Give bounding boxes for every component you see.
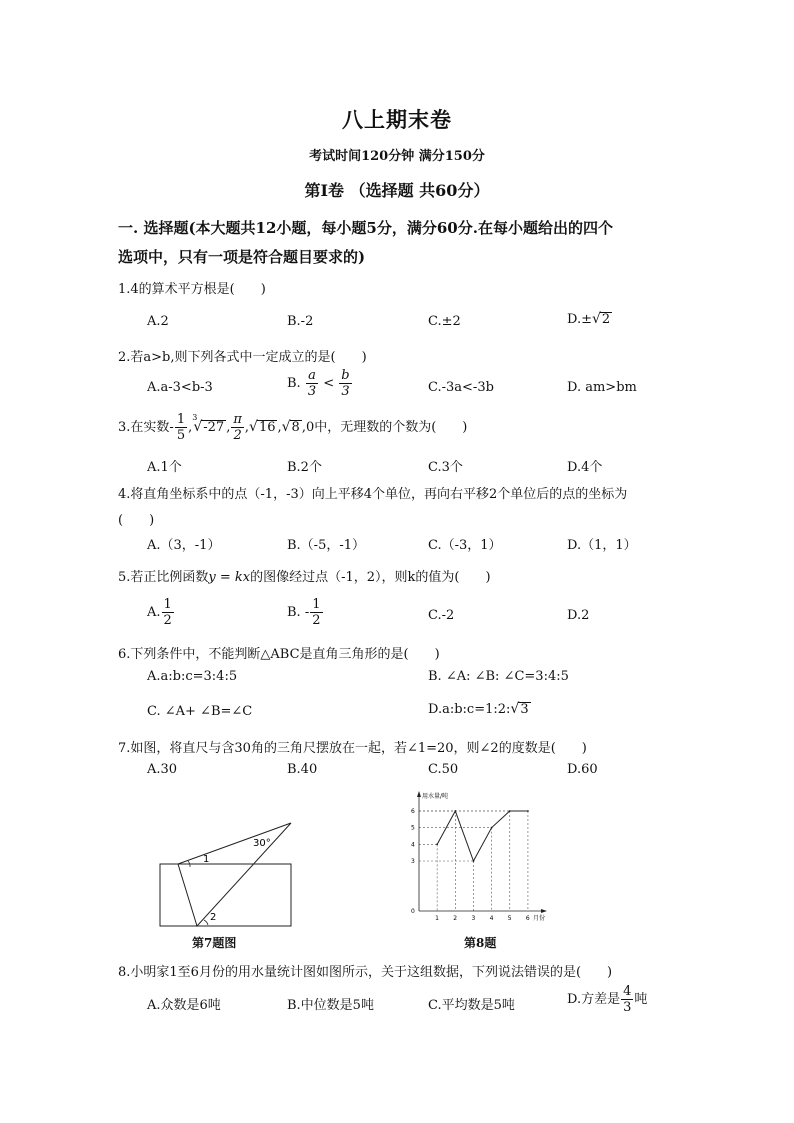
q1-option-a: A.2 <box>147 314 169 329</box>
q1-option-c: C.±2 <box>428 314 461 329</box>
q5-option-c: C.-2 <box>428 608 455 623</box>
figure-7-caption: 第7题图 <box>192 936 237 950</box>
page-title: 八上期末卷 <box>342 107 452 132</box>
y-axis-title: 用水量/吨 <box>422 793 449 800</box>
q6-stem: 6.下列条件中，不能判断△ABC是直角三角形的是( ) <box>118 647 440 662</box>
q2-option-b <box>287 369 353 398</box>
y-tick-label: 6 <box>411 808 415 815</box>
figure-7-label-2: 2 <box>210 912 217 923</box>
q1-option-d: D.±√2 <box>567 311 611 327</box>
data-point <box>436 843 438 845</box>
y-tick-label: 3 <box>411 858 415 865</box>
q1-option-b: B.-2 <box>287 314 314 329</box>
q1-stem: 1.4的算术平方根是( ) <box>118 282 266 297</box>
y-tick-label: 5 <box>411 824 415 832</box>
y-axis-arrow <box>417 791 421 797</box>
q6-option-c: C. ∠A+ ∠B=∠C <box>147 704 253 719</box>
q8-option-c: C.平均数是5吨 <box>428 998 515 1013</box>
q4-option-d: D.（1，1） <box>567 538 637 553</box>
q5-stem: 5.若正比例函数y = kx的图像经过点（-1，2），则k的值为( ) <box>118 570 491 585</box>
q5-fraction-b: $\frac{1}{2}$ <box>312 597 321 628</box>
data-point <box>509 810 511 812</box>
q4-option-b: B.（-5，-1） <box>287 538 366 553</box>
q6-option-a: A.a:b:c=3:4:5 <box>147 669 238 684</box>
data-point <box>454 810 456 812</box>
x-tick-label: 5 <box>507 915 512 922</box>
figure-7-label-1: 1 <box>203 854 210 865</box>
data-point <box>473 860 475 862</box>
q4-option-c: C.（-3，1） <box>428 538 502 553</box>
q6-option-d-radicand: 3 <box>520 702 529 717</box>
q5-option-d: D.2 <box>567 608 590 623</box>
q5-formula: y = kx <box>208 570 251 585</box>
q3-fraction-pi-2: $\frac{\pi}{2}$ <box>233 412 242 443</box>
q2-stem: 2.若a>b,则下列各式中一定成立的是( ) <box>118 350 367 365</box>
q3-stem: 3.在实数- $\frac{1}{5}$ ,$^3$√-27 , $\frac{\pi}{2}$ ,√16 ,√8 ,0中，无理数的个数为( ) <box>118 412 468 443</box>
section-heading-line1: 一. 选择题(本大题共12小题，每小题5分，满分60分.在每小题给出的四个 <box>118 219 613 237</box>
q7-stem: 7.如图，将直尺与含30角的三角尺摆放在一起，若∠1=20，则∠2的度数是( ) <box>118 741 587 756</box>
set-square <box>178 823 291 926</box>
exam-info: 考试时间120分钟 满分150分 <box>309 149 485 164</box>
q2-less-than: < <box>323 376 335 391</box>
q3-option-a: A.1个 <box>147 460 182 475</box>
q3-option-d: D.4个 <box>567 460 603 475</box>
q5-fraction-a: $\frac{1}{2}$ <box>163 597 172 628</box>
q8-option-b: B.中位数是5吨 <box>287 998 374 1013</box>
figure-8-caption: 第8题 <box>464 936 497 950</box>
q4-option-a: A.（3，-1） <box>147 538 221 553</box>
q1-option-d-radicand: 2 <box>601 312 611 327</box>
angle-2-arc <box>204 920 208 925</box>
data-point <box>491 827 493 829</box>
q2-option-a: A.a-3<b-3 <box>147 380 213 395</box>
y-tick-label: 4 <box>411 841 415 849</box>
part-title: 第Ⅰ卷 （选择题 共60分） <box>304 181 490 200</box>
q3-sqrt-8: 8 <box>291 420 300 435</box>
figure-7-angle-30: 30° <box>253 838 271 849</box>
q4-stem-line2: ( ) <box>118 513 155 528</box>
q3-sqrt-16: 16 <box>258 420 276 435</box>
q8-option-d: D.方差是 $\frac{4}{3}$ 吨 <box>567 984 648 1015</box>
x-tick-label: 3 <box>471 915 476 922</box>
q7-option-d: D.60 <box>567 762 598 777</box>
q8-fraction: $\frac{4}{3}$ <box>623 984 632 1015</box>
q7-option-b: B.40 <box>287 762 318 777</box>
water-usage-line <box>437 811 528 861</box>
q8-option-a: A.众数是6吨 <box>147 998 221 1013</box>
q6-option-b: B. ∠A: ∠B: ∠C=3:4:5 <box>428 669 569 684</box>
q2-option-d: D. am>bm <box>567 380 637 395</box>
x-axis-arrow <box>541 909 547 913</box>
x-tick-label: 1 <box>435 915 439 922</box>
q2-option-b-prefix: B. <box>287 376 301 391</box>
q3-cube-root: -27 <box>203 420 225 435</box>
q3-fraction-1-5: $\frac{1}{5}$ <box>176 412 186 443</box>
q2-fraction-b: $\frac{b}{3}$ <box>341 368 350 399</box>
q1-option-d-prefix: D.± <box>567 312 592 327</box>
q2-fraction-a: $\frac{a}{3}$ <box>307 368 317 399</box>
q6-option-d: D.a:b:c=1:2:√3 <box>428 701 529 717</box>
x-tick-label: 4 <box>489 915 494 922</box>
q7-option-c: C.50 <box>428 762 459 777</box>
q5-option-a: A. $\frac{1}{2}$ <box>147 597 172 628</box>
q7-option-a: A.30 <box>147 762 178 777</box>
figure-7-ruler-triangle <box>150 815 310 930</box>
q2-option-c: C.-3a<-3b <box>428 380 494 395</box>
data-point <box>527 810 529 812</box>
q3-option-c: C.3个 <box>428 460 463 475</box>
x-tick-label: 2 <box>453 915 458 922</box>
section-heading-line2: 选项中，只有一项是符合题目要求的) <box>118 248 366 266</box>
figure-8-water-chart <box>383 784 553 926</box>
q4-stem-line1: 4.将直角坐标系中的点（-1，-3）向上平移4个单位，再向右平移2个单位后的点的坐标为 <box>118 487 628 502</box>
q8-stem: 8.小明家1至6月份的用水量统计图如图所示，关于这组数据，下列说法错误的是( ) <box>118 965 613 980</box>
origin-label: 0 <box>411 908 415 915</box>
q3-option-b: B.2个 <box>287 460 322 475</box>
x-tick-label: 6 <box>525 915 530 922</box>
x-axis-title: 月份 <box>533 915 546 922</box>
q5-option-b: B. - $\frac{1}{2}$ <box>287 597 321 628</box>
